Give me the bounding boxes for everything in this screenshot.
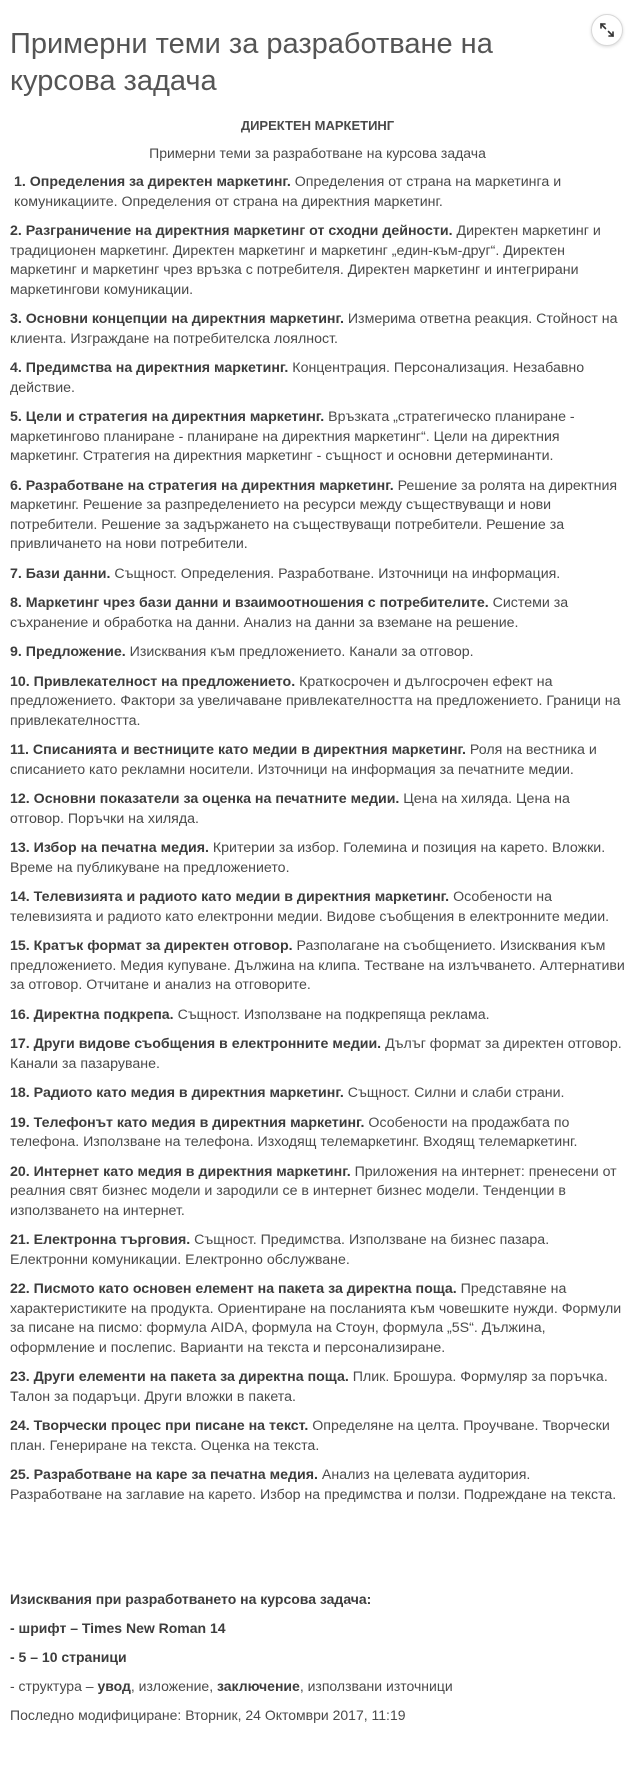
topic-description: Изисквания към предложението. Канали за отговор. — [125, 644, 474, 660]
topic-description: Същност. Предимства. Използване на бизнес пазара. Електронни комуникации. Електронно обслужване. — [10, 1232, 550, 1268]
topic-description: Представяне на характеристиките на продукта. Ориентиране на посланията към човешките нужди. Формули за писане на писмо: формула AIDA, формула на Стоун, формула „5S“. Дължина, оформление и послепис. Варианти на текста и персонализиране. — [10, 1281, 622, 1356]
topic-description: Разполагане на съобщението. Изисквания към предложението. Медия купуване. Дължина на клипа. Тестване на излъчването. Алтернативи за отговор. Отчитане и анализ на отговорите. — [10, 938, 625, 993]
topic-title: 16. Директна подкрепа. — [10, 1006, 174, 1023]
topic-item — [10, 173, 625, 212]
topic-item — [10, 1035, 625, 1074]
topic-description: Особености на продажбата по телефона. Използване на телефона. Изходящ телемаркетинг. Входящ телемаркетинг. — [10, 1114, 578, 1150]
topic-item — [10, 1368, 625, 1407]
topic-description: Плик. Брошура. Формуляр за поръчка. Талон за подаръци. Други вложки в пакета. — [10, 1369, 608, 1405]
topic-item — [10, 790, 625, 829]
topic-title: 14. Телевизията и радиото като медии в директния маркетинг. — [10, 889, 450, 905]
structure-conclusion: заключение — [217, 1678, 300, 1694]
topic-item — [10, 222, 625, 300]
fullscreen-button[interactable] — [591, 14, 623, 46]
topic-title: 22. Писмото като основен елемент на пакета за директна поща. — [10, 1281, 457, 1297]
topic-item — [10, 1417, 625, 1456]
topic-title: 5. Цели и стратегия на директния маркетинг. — [10, 409, 325, 425]
topic-title: 20. Интернет като медия в директния маркетинг. — [10, 1163, 351, 1180]
section-subheading: Примерни теми за разработване на курсова задача — [149, 145, 486, 161]
expand-arrows-icon — [599, 22, 615, 38]
topic-title: 8. Маркетинг чрез бази данни и взаимоотношения с потребителите. — [10, 595, 489, 611]
topic-description: Системи за съхранение и обработка на данни. Анализ на данни за вземане на решение. — [10, 595, 569, 631]
topic-item — [10, 673, 625, 732]
topic-item — [10, 741, 625, 780]
topic-description: Особености на телевизията и радиото като електронни медии. Видове съобщения в електронните медии. — [10, 889, 610, 925]
topic-item — [10, 839, 625, 878]
topic-title: 23. Други елементи на пакета за директна поща. — [10, 1369, 349, 1385]
topic-item — [10, 1084, 625, 1104]
requirement-structure — [10, 1678, 625, 1694]
topic-title: 2. Разграничение на директния маркетинг от сходни дейности. — [10, 223, 453, 239]
topic-description: Връзката „стратегическо планиране - маркетингово планиране - планиране на директния маркетинг“. Цели на директния маркетинг. Стратегия на директния маркетинг - същност и основни детерминанти. — [10, 409, 575, 464]
section-heading: ДИРЕКТЕН МАРКЕТИНГ — [240, 118, 395, 133]
topic-description: Определения от страна на маркетинга и комуникациите. Определения от страна на директния маркетинг. — [14, 174, 562, 210]
topic-title: 25. Разработване на каре за печатна медия. — [10, 1467, 318, 1483]
topic-description: Директен маркетинг и традиционен маркетинг. Директен маркетинг и маркетинг „един-към-друг“. Директен маркетинг и маркетинг чрез връзка с потребителя. Директен маркетинг и интегрирани маркетингови комуникации. — [10, 223, 601, 298]
topic-title: 21. Електронна търговия. — [10, 1232, 191, 1248]
topic-description: Критерии за избор. Големина и позиция на карето. Вложки. Време на публикуване на предложението. — [10, 840, 606, 876]
topic-description: Концентрация. Персонализация. Незабавно действие. — [10, 360, 585, 396]
topic-item — [10, 477, 625, 555]
topic-title: 4. Предимства на директния маркетинг. — [10, 360, 289, 376]
topic-description: Дълъг формат за директен отговор. Канали за пазаруване. — [10, 1036, 622, 1072]
structure-sep1: , изложение, — [130, 1678, 217, 1694]
requirement-pages — [10, 1649, 625, 1665]
topic-description: Решение за ролята на директния маркетинг. Решение за разпределението на ресурси между съществуващи и нови потребители. Решение за задържането на съществуващи потребители. Решение за привличането на нови потребители. — [10, 477, 618, 552]
topic-item — [10, 408, 625, 467]
topic-title: 9. Предложение. — [10, 644, 126, 660]
topic-description: Цена на хиляда. Цена на отговор. Поръчки на хиляда. — [10, 791, 570, 827]
topic-title: 12. Основни показатели за оценка на печатните медии. — [10, 791, 400, 807]
topic-item — [10, 1006, 625, 1026]
topic-title: 10. Привлекателност на предложението. — [10, 673, 296, 690]
topic-item — [10, 565, 625, 585]
topic-description: Същност. Използване на подкрепяща реклама. — [173, 1006, 490, 1023]
topic-item — [10, 1231, 625, 1270]
requirement-font-text: - шрифт – Times New Roman 14 — [10, 1620, 226, 1636]
topic-description: Краткосрочен и дългосрочен ефект на предложението. Фактори за увеличаване привлекателността на предложението. Граници на привлекателността. — [10, 673, 621, 729]
topic-title: 18. Радиото като медия в директния маркетинг. — [10, 1085, 344, 1101]
requirement-font — [10, 1620, 625, 1636]
topic-description: Анализ на целевата аудитория. Разработване на заглавие на карето. Избор на предимства и ползи. Подреждане на текста. — [10, 1467, 617, 1503]
topic-description: Същност. Силни и слаби страни. — [343, 1085, 565, 1101]
topic-item — [10, 594, 625, 633]
requirement-pages-text: - 5 – 10 страници — [10, 1649, 127, 1665]
page-title: Примерни теми за разработване на курсова задача — [10, 28, 493, 97]
structure-prefix: - структура – — [10, 1678, 98, 1694]
topic-title: 19. Телефонът като медия в директния маркетинг. — [10, 1114, 365, 1131]
topic-description: Определяне на целта. Проучване. Творчески план. Генериране на текста. Оценка на текста. — [10, 1418, 610, 1454]
topic-title: 13. Избор на печатна медия. — [10, 840, 209, 856]
topic-list — [10, 173, 625, 1505]
structure-intro: увод — [97, 1678, 131, 1694]
requirements-title: Изисквания при разработването на курсова задача: — [10, 1591, 372, 1607]
topic-item — [10, 888, 625, 927]
topic-description: Същност. Определения. Разработване. Източници на информация. — [110, 565, 561, 582]
topic-title: 11. Списанията и вестниците като медии в директния маркетинг. — [10, 742, 466, 758]
topic-item — [10, 1114, 625, 1153]
topic-item — [10, 1163, 625, 1222]
topic-item — [10, 310, 625, 349]
topic-title: 7. Бази данни. — [10, 565, 111, 582]
topic-title: 6. Разработване на стратегия на директния маркетинг. — [10, 477, 394, 494]
last-modified: Последно модифициране: Вторник, 24 Октомври 2017, 11:19 — [10, 1707, 406, 1723]
topic-title: 17. Други видове съобщения в електронните медии. — [10, 1036, 382, 1052]
topic-item — [10, 1466, 625, 1505]
spacer — [10, 1515, 625, 1591]
topic-description: Измерима ответна реакция. Стойност на клиента. Изграждане на потребителска лоялност. — [10, 311, 618, 347]
topic-item — [10, 643, 625, 663]
topic-title: 3. Основни концепции на директния маркетинг. — [10, 311, 344, 327]
topic-item — [10, 359, 625, 398]
topic-item — [10, 937, 625, 996]
topic-description: Приложения на интернет: пренесени от реалния свят бизнес модели и зародили се в интернет бизнес модели. Тенденции в използването на интернет. — [10, 1163, 617, 1219]
structure-sep2: , използвани източници — [299, 1678, 453, 1694]
topic-item — [10, 1280, 625, 1358]
topic-title: 24. Творчески процес при писане на текст. — [10, 1418, 309, 1434]
topic-description: Роля на вестника и списанието като рекламни носители. Източници на информация за печатните медии. — [10, 742, 597, 778]
topic-title: 15. Кратък формат за директен отговор. — [10, 938, 293, 954]
topic-title: 1. Определения за директен маркетинг. — [14, 174, 291, 190]
